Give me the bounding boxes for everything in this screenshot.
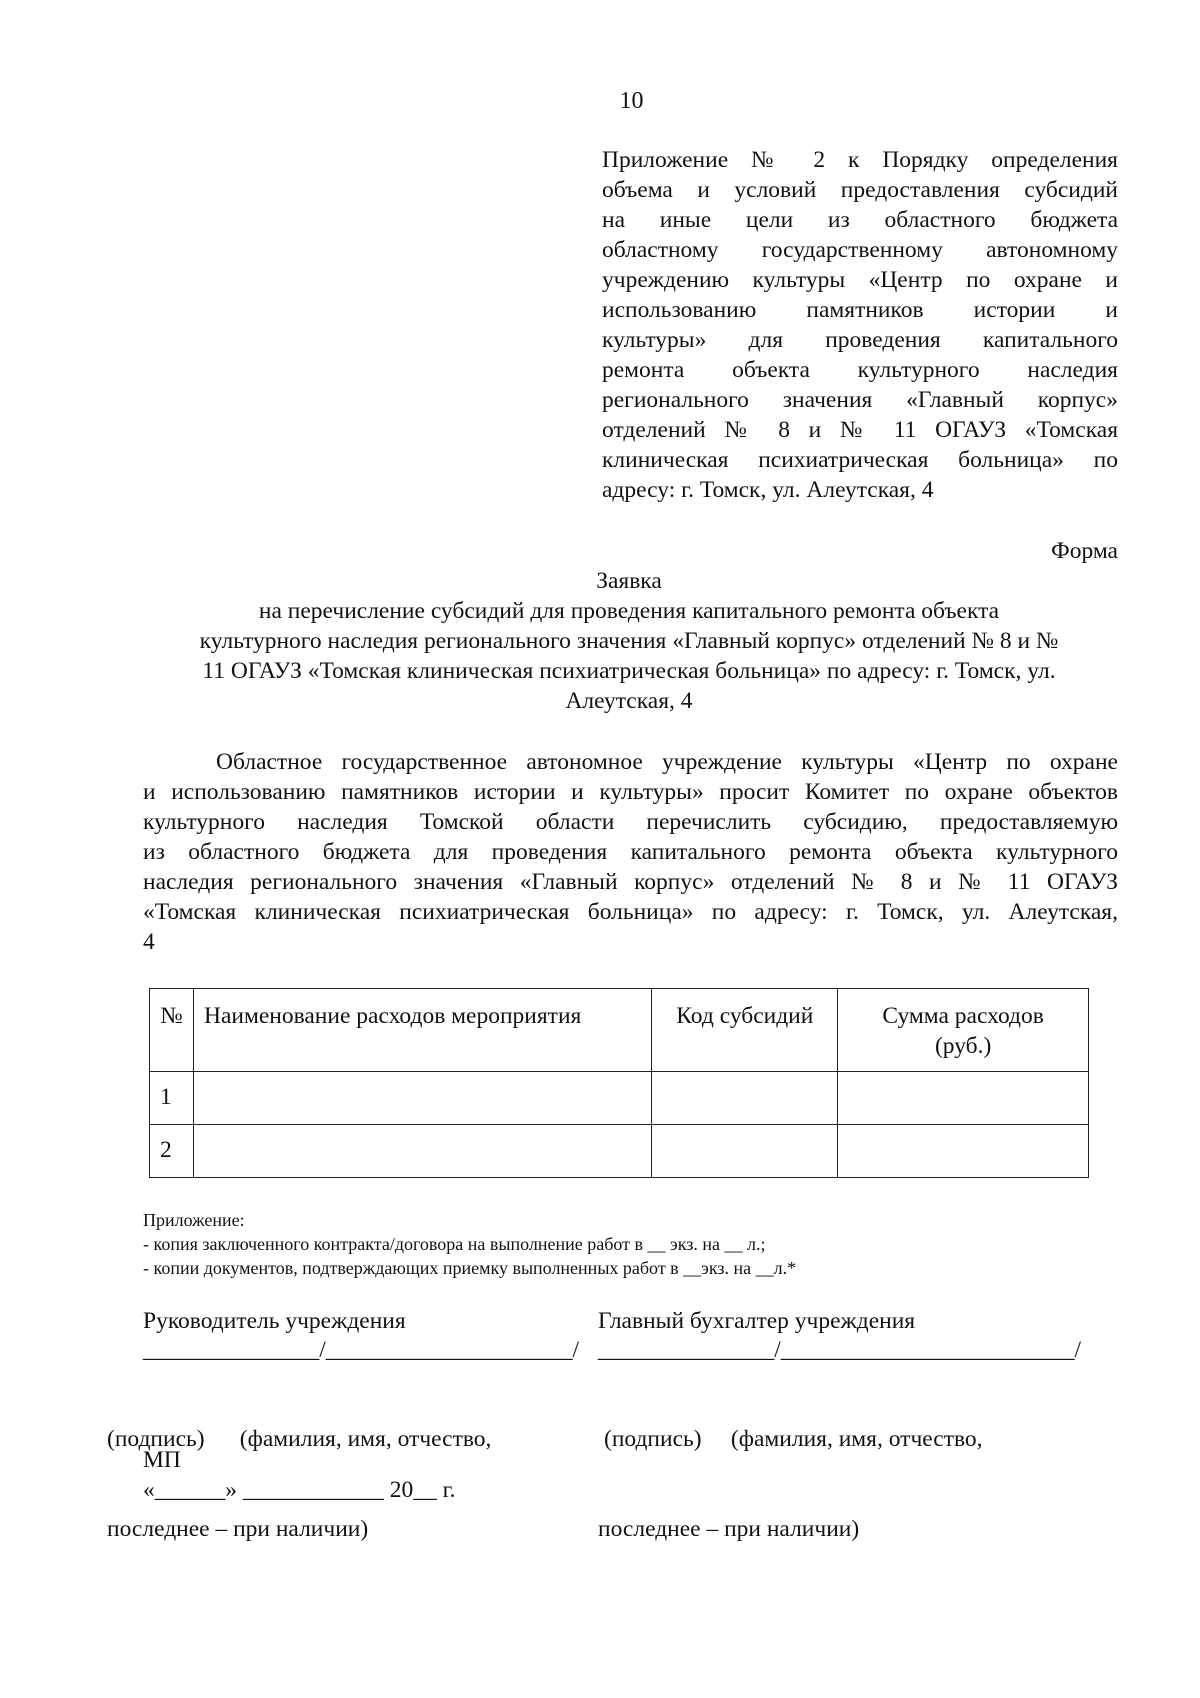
row-expense-sum[interactable] [838,1125,1089,1178]
attachment-item: - копии документов, подтверждающих приемку выполненных работ в __экз. на __л.* [143,1258,797,1278]
accountant-signature-label: Главный бухгалтер учреждения [598,1308,916,1334]
row-expense-name[interactable] [193,1125,651,1178]
accountant-signature-caption [598,1364,983,1574]
request-body [143,747,1118,957]
appendix-line: адресу: г. Томск, ул. Алеутская, 4 [602,477,934,503]
header-subsidy-code: Код субсидий [652,989,838,1072]
header-sum-line: (руб.) [934,1033,992,1059]
appendix-line: учреждению культуры «Центр по охране и [602,267,1118,293]
title-line: Алеутская, 4 [565,688,693,714]
appendix-line: ремонта объекта культурного наследия [602,357,1118,383]
row-expense-sum[interactable] [838,1072,1089,1125]
form-label: Форма [1051,538,1118,564]
row-subsidy-code[interactable] [652,1125,838,1178]
head-signature-line[interactable]: _______________/_____________________/ [143,1337,580,1363]
title-line: культурного наследия регионального значения «Главный корпус» отделений № 8 и № [199,628,1059,654]
head-signature-label: Руководитель учреждения [143,1308,406,1334]
body-line: Областное государственное автономное учреждение культуры «Центр по охране [216,749,1118,775]
caption-line: (подпись) (фамилия, имя, отчество, [107,1426,492,1452]
body-line: и использованию памятников истории и культуры» просит Комитет по охране объектов [143,779,1118,805]
appendix-line: клиническая психиатрическая больница» по [602,447,1118,473]
date-field[interactable]: «______» ____________ 20__ г. [143,1477,456,1503]
title-line: 11 ОГАУЗ «Томская клиническая психиатрическая больница» по адресу: г. Томск, ул. [202,658,1056,684]
accountant-signature-line[interactable]: _______________/_________________________/ [598,1337,1082,1363]
body-line: из областного бюджета для проведения капитального ремонта объекта культурного [143,839,1118,865]
appendix-line: регионального значения «Главный корпус» [602,387,1118,413]
caption-line: последнее – при наличии) [107,1516,369,1542]
title-heading: Заявка [596,568,662,594]
expenses-table [149,988,1089,1178]
table-row [150,1125,1089,1178]
appendix-line: Приложение № 2 к Порядку определения [602,147,1118,173]
document-title [140,566,1118,716]
caption-line: (подпись) (фамилия, имя, отчество, [604,1426,983,1452]
body-line: культурного наследия Томской области перечислить субсидию, предоставляемую [143,809,1118,835]
body-line: 4 [143,929,155,955]
header-number: № [150,989,194,1072]
table-header-row [150,989,1089,1072]
title-line: на перечисление субсидий для проведения капитального ремонта объекта [258,598,1000,624]
appendix-line: на иные цели из областного бюджета [602,207,1118,233]
row-number: 1 [150,1072,194,1125]
row-expense-name[interactable] [193,1072,651,1125]
appendix-line: объема и условий предоставления субсидий [602,177,1118,203]
header-expense-sum [838,989,1089,1072]
body-line: наследия регионального значения «Главный корпус» отделений № 8 и № 11 ОГАУЗ [143,869,1118,895]
attachments-note [143,1208,796,1280]
attachments-title: Приложение: [143,1210,245,1230]
attachment-item: - копия заключенного контракта/договора на выполнение работ в __ экз. на __ л.; [143,1234,766,1254]
appendix-reference [602,145,1118,505]
body-line: «Томская клиническая психиатрическая больница» по адресу: г. Томск, ул. Алеутская, [143,899,1118,925]
appendix-line: использованию памятников истории и [602,297,1118,323]
appendix-line: культуры» для проведения капитального [602,327,1118,353]
page-number: 10 [619,88,644,114]
appendix-line: областному государственному автономному [602,237,1118,263]
row-number: 2 [150,1125,194,1178]
table-row [150,1072,1089,1125]
appendix-line: отделений № 8 и № 11 ОГАУЗ «Томская [602,417,1118,443]
header-expense-name: Наименование расходов мероприятия [193,989,651,1072]
caption-line: последнее – при наличии) [598,1516,860,1542]
header-sum-line: Сумма расходов [882,1003,1044,1029]
stamp-place-label: МП [143,1447,181,1473]
row-subsidy-code[interactable] [652,1072,838,1125]
